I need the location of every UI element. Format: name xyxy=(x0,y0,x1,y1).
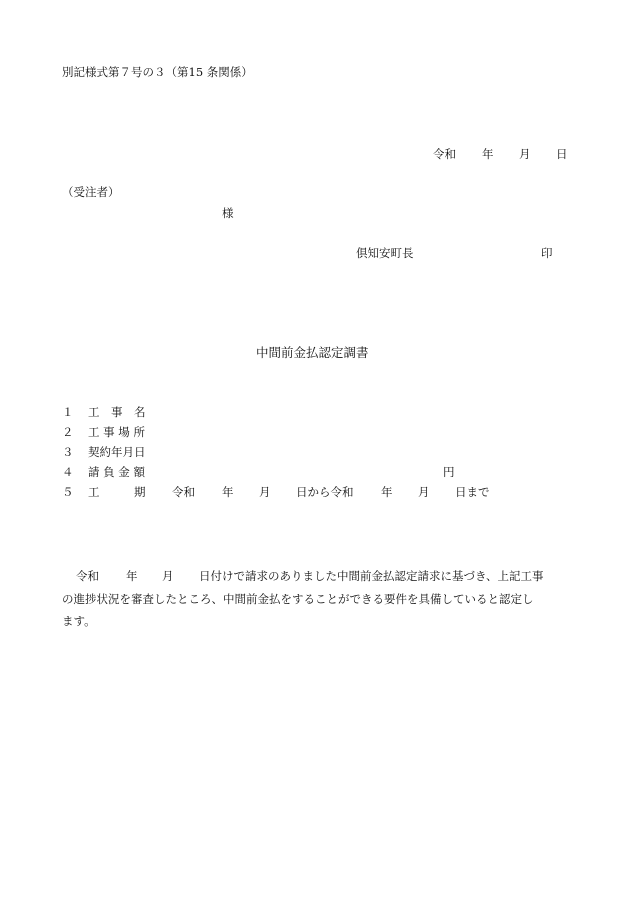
item-number: １ xyxy=(62,405,74,419)
form-reference: 別記様式第７号の３（第15 条関係） xyxy=(62,65,253,79)
item-label: 請 負 金 額 xyxy=(88,465,145,479)
body-line1-rest: 日付けで請求のありました中間前金払認定請求に基づき、上記工事 xyxy=(199,569,544,583)
item-label: 契約年月日 xyxy=(88,445,146,459)
certification-paragraph xyxy=(62,566,584,632)
period-from-day-to: 日から令和 xyxy=(296,485,354,499)
item-number: ３ xyxy=(62,445,74,459)
paragraph-line-2: の進捗状況を審査したところ、中間前金払をすることができる要件を具備していると認定し xyxy=(62,592,534,606)
body-year: 年 xyxy=(126,569,138,583)
issuer-name: 倶知安町長 xyxy=(356,246,414,260)
recipient-honorific: 様 xyxy=(222,206,234,220)
body-era: 令和 xyxy=(76,569,99,583)
date-era: 令和 xyxy=(433,147,456,161)
date-year-unit: 年 xyxy=(482,147,494,161)
item-number: ５ xyxy=(62,485,74,499)
period-to-day: 日まで xyxy=(455,485,490,499)
item-label: 工 事 名 xyxy=(88,405,146,419)
paragraph-line-3: ます。 xyxy=(62,614,96,628)
paragraph-line-1 xyxy=(62,566,584,588)
item-label: 工 事 場 所 xyxy=(88,425,145,439)
issuer-seal: 印 xyxy=(541,246,553,260)
item-number: ２ xyxy=(62,425,74,439)
date-day-unit: 日 xyxy=(556,147,568,161)
period-from-year: 年 xyxy=(222,485,234,499)
period-from-month: 月 xyxy=(259,485,271,499)
date-month-unit: 月 xyxy=(519,147,531,161)
item-number: ４ xyxy=(62,465,74,479)
document-title: 中間前金払認定調書 xyxy=(256,345,369,360)
body-month: 月 xyxy=(162,569,174,583)
item-label: 工 期 xyxy=(88,485,146,499)
amount-unit: 円 xyxy=(443,465,455,479)
period-to-year: 年 xyxy=(381,485,393,499)
period-from-era: 令和 xyxy=(172,485,195,499)
recipient-label: （受注者） xyxy=(62,185,120,199)
period-to-month: 月 xyxy=(418,485,430,499)
